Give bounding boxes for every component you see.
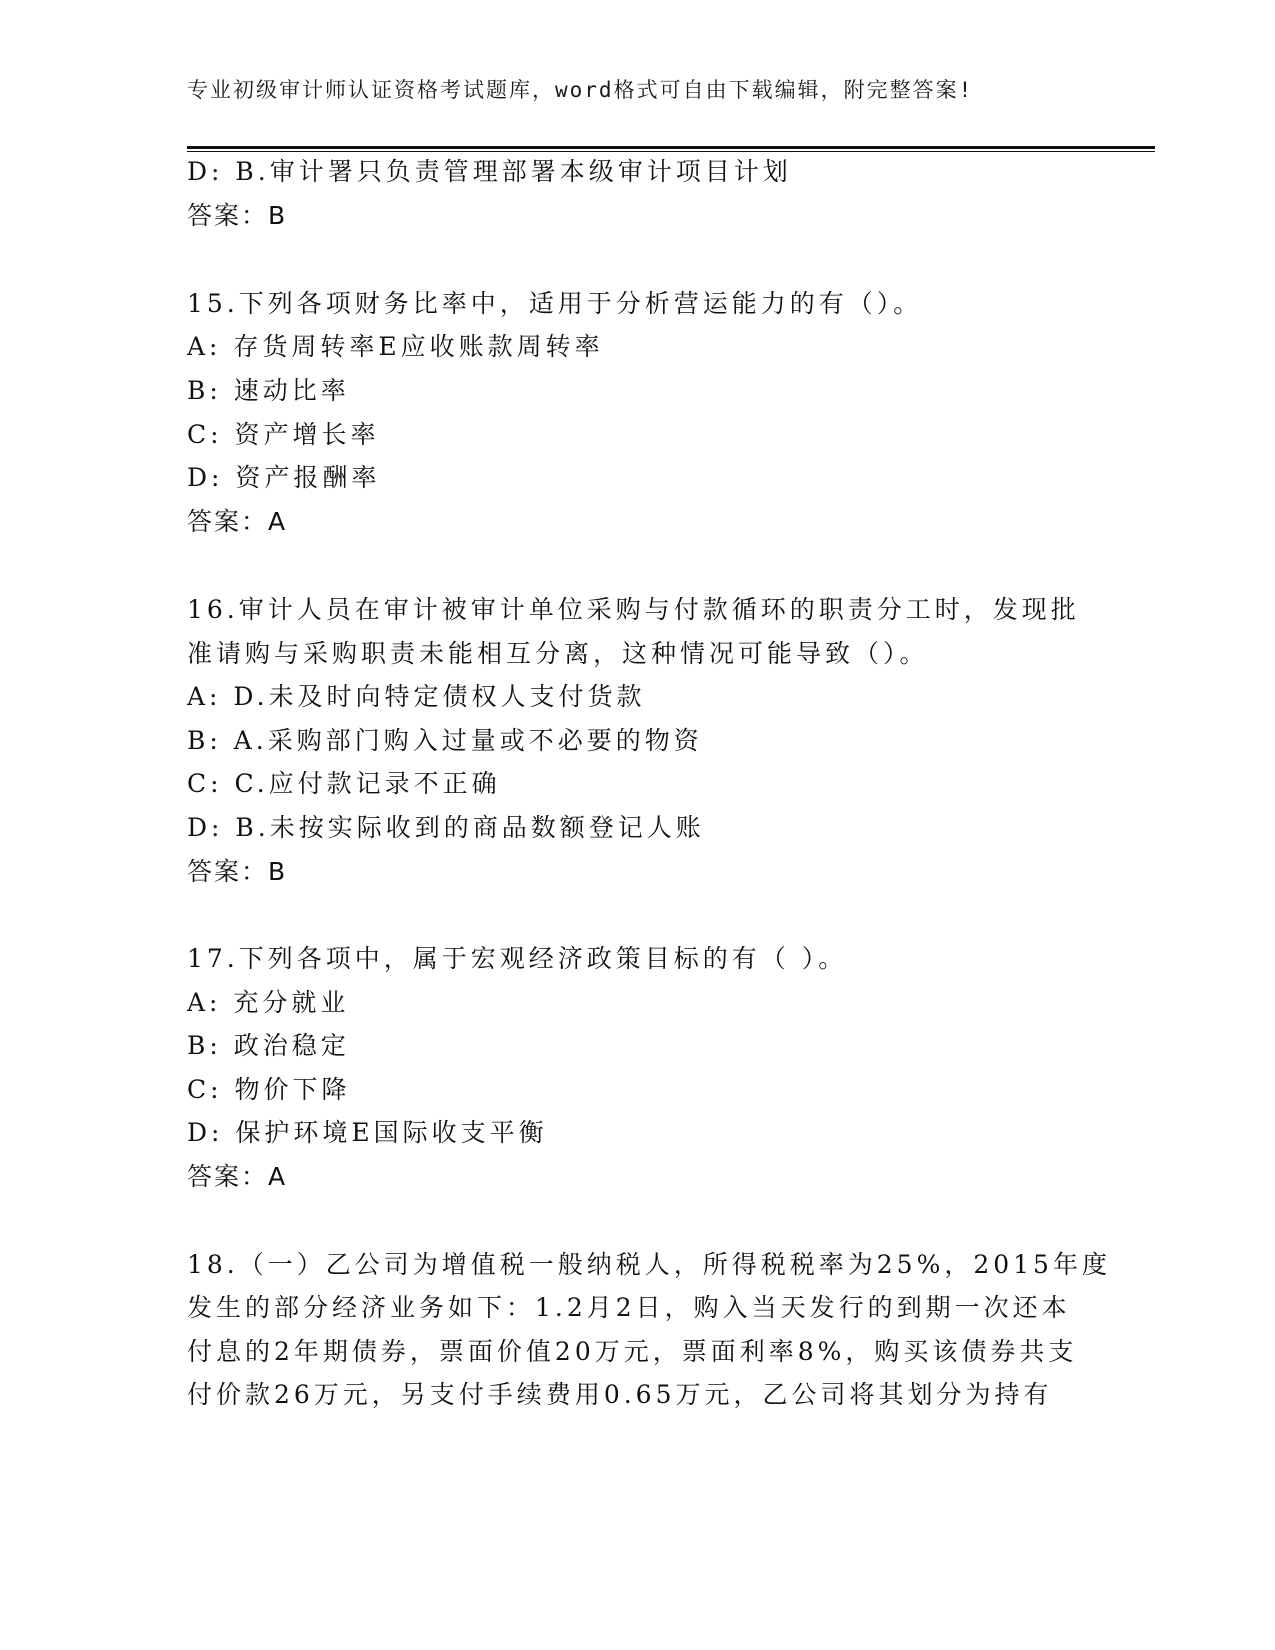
text-line: B: 速动比率 bbox=[187, 376, 350, 405]
text-line: D: 资产报酬率 bbox=[187, 463, 381, 492]
text-line: C: 资产增长率 bbox=[187, 420, 380, 449]
text-line: B: A.采购部门购入过量或不必要的物资 bbox=[187, 726, 703, 755]
answer-line: 答案：B bbox=[187, 857, 288, 886]
text-line: 付价款26万元，另支付手续费用0.65万元，乙公司将其划分为持有 bbox=[187, 1380, 1053, 1409]
text-line: D: B.未按实际收到的商品数额登记人账 bbox=[187, 813, 705, 842]
page-header: 专业初级审计师认证资格考试题库，word格式可自由下载编辑，附完整答案! bbox=[187, 78, 974, 102]
text-line: A: D.未及时向特定债权人支付货款 bbox=[187, 682, 646, 711]
header-rule-thin bbox=[187, 151, 1155, 152]
text-line: 18.（一）乙公司为增值税一般纳税人，所得税税率为25%，2015年度 bbox=[187, 1250, 1111, 1279]
text-line: 17.下列各项中，属于宏观经济政策目标的有（ ）。 bbox=[187, 944, 848, 973]
text-line: 16.审计人员在审计被审计单位采购与付款循环的职责分工时，发现批 bbox=[187, 595, 1080, 624]
answer-line: 答案：A bbox=[187, 1162, 288, 1191]
text-line: A: 充分就业 bbox=[187, 988, 350, 1017]
answer-line: 答案：A bbox=[187, 507, 288, 536]
text-line: C: C.应付款记录不正确 bbox=[187, 769, 501, 798]
answer-line: 答案：B bbox=[187, 201, 288, 230]
text-line: 发生的部分经济业务如下：1.2月2日，购入当天发行的到期一次还本 bbox=[187, 1293, 1071, 1322]
text-line: D: B.审计署只负责管理部署本级审计项目计划 bbox=[187, 157, 792, 186]
text-line: C: 物价下降 bbox=[187, 1075, 351, 1104]
text-line: 15.下列各项财务比率中，适用于分析营运能力的有（）。 bbox=[187, 289, 923, 318]
header-rule-thick bbox=[187, 146, 1155, 149]
text-line: 付息的2年期债券，票面价值20万元，票面利率8%，购买该债券共支 bbox=[187, 1337, 1078, 1366]
text-line: B: 政治稳定 bbox=[187, 1031, 350, 1060]
text-line: A: 存货周转率E应收账款周转率 bbox=[187, 332, 604, 361]
text-line: D: 保护环境E国际收支平衡 bbox=[187, 1118, 548, 1147]
text-line: 准请购与采购职责未能相互分离，这种情况可能导致（）。 bbox=[187, 639, 929, 668]
